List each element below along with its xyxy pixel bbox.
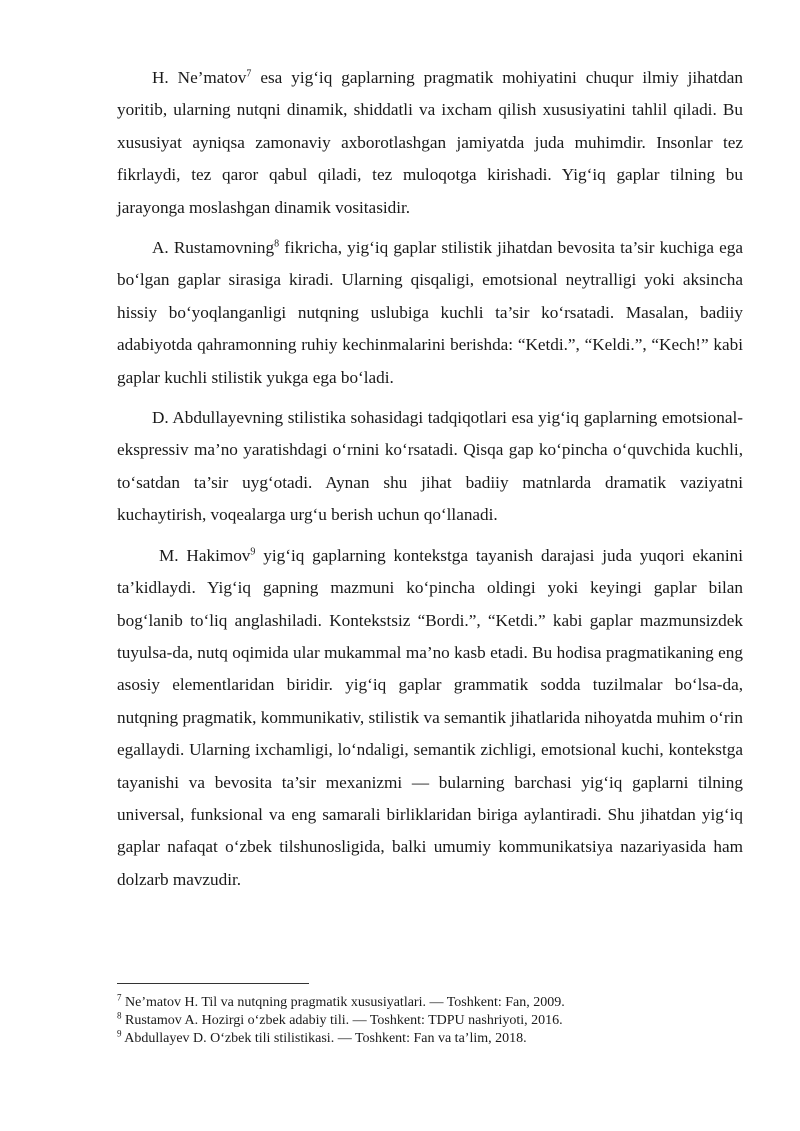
footnote-9 <box>117 1030 743 1048</box>
paragraph-text-lead: A. Rustamovning <box>152 238 275 258</box>
footnotes <box>117 994 743 1048</box>
footnote-7 <box>117 994 743 1012</box>
footnote-ref-9[interactable]: 9 <box>250 545 256 557</box>
document-body <box>117 62 743 904</box>
paragraph-text: yig‘iq gaplarning kontekstga tayanish darajasi juda yuqori ekanini ta’kidlaydi. Yig‘iq gapning mazmuni ko‘pincha oldingi yoki keyingi gaplar bilan bog‘lanib to‘liq anglashiladi. Kontekstsiz “Bordi.”, “Ketdi.” kabi gaplar mazmunsizdek tuyulsa-da, nutq oqimida ular mukammal ma’no kasb etadi. Bu hodisa pragmatikaning eng asosiy elementlaridan biridir. yig‘iq gaplar grammatik sodda tuzilmalar bo‘lsa-da, nutqning pragmatik, kommunikativ, stilistik va semantik jihatlarida nihoyatda muhim o‘rin egallaydi. Ularning ixchamligi, lo‘ndaligi, semantik zichligi, emotsional kuchi, kontekstga tayanishi va bevosita ta’sir mexanizmi — bularning barchasi yig‘iq gaplarni tilning universal, funksional va eng samarali birliklaridan biriga aylantiradi. Shu jihatdan yig‘iq gaplar nafaqat o‘zbek tilshunosligida, balki umumiy kommunikatsiya nazariyasida ham dolzarb mavzudir. <box>117 545 744 889</box>
paragraph-text: D. Abdullayevning stilistika sohasidagi tadqiqotlari esa yig‘iq gaplarning emotsional-ekspressiv ma’no yaratishdagi o‘rnini ko‘rsatadi. Qisqa gap ko‘pincha o‘quvchida kuchli, to‘satdan ta’sir uyg‘otadi. Aynan shu jihat badiiy matnlarda dramatik vaziyatni kuchaytirish, voqealarga urg‘u berish uchun qo‘llanadi. <box>117 408 743 525</box>
paragraph-abdullayev <box>117 402 743 532</box>
paragraph-text: fikricha, yig‘iq gaplar stilistik jihatdan bevosita ta’sir kuchiga ega bo‘lgan gaplar sirasiga kiradi. Ularning qisqaligi, emotsional neytralligi yoki aksincha hissiy bo‘yoqlanganligi nutqning uslubiga kuchli ta’sir ko‘rsatadi. Masalan, badiiy adabiyotda qahramonning ruhiy kechinmalarini berishda: “Ketdi.”, “Keldi.”, “Kech!” kabi gaplar kuchli stilistik yukga ega bo‘ladi. <box>117 238 743 387</box>
paragraph-text-lead: H. Ne’matov <box>152 68 247 87</box>
footnote-ref-8[interactable]: 8 <box>274 238 280 250</box>
footnote-text: Ne’matov H. Til va nutqning pragmatik xususiyatlari. — Toshkent: Fan, 2009. <box>121 995 565 1010</box>
paragraph-text-lead: M. Hakimov <box>159 545 251 565</box>
footnote-number: 8 <box>117 1010 122 1021</box>
footnote-text: Abdullayev D. O‘zbek tili stilistikasi. — Toshkent: Fan va ta’lim, 2018. <box>121 1031 527 1046</box>
footnote-number: 9 <box>117 1028 122 1039</box>
footnote-8 <box>117 1012 743 1030</box>
paragraph-text: esa yig‘iq gaplarning pragmatik mohiyatini chuqur ilmiy jihatdan yoritib, ularning nutqni dinamik, shiddatli va ixcham qilish xususiyatini tahlil qiladi. Bu xususiyat ayniqsa zamonaviy axborotlashgan jamiyatda juda muhimdir. Insonlar tez fikrlaydi, tez qaror qabul qiladi, tez muloqotga kirishadi. Yig‘iq gaplar tilning bu jarayonga moslashgan dinamik vositasidir. <box>117 68 743 217</box>
paragraph-rustamov <box>117 232 743 394</box>
paragraph-nematov <box>117 62 743 224</box>
footnote-number: 7 <box>117 992 122 1003</box>
footnote-separator <box>117 983 309 984</box>
paragraph-hakimov <box>117 540 743 896</box>
footnote-text: Rustamov A. Hozirgi o‘zbek adabiy tili. — Toshkent: TDPU nashriyoti, 2016. <box>121 1013 563 1028</box>
footnote-ref-7[interactable]: 7 <box>246 68 252 80</box>
